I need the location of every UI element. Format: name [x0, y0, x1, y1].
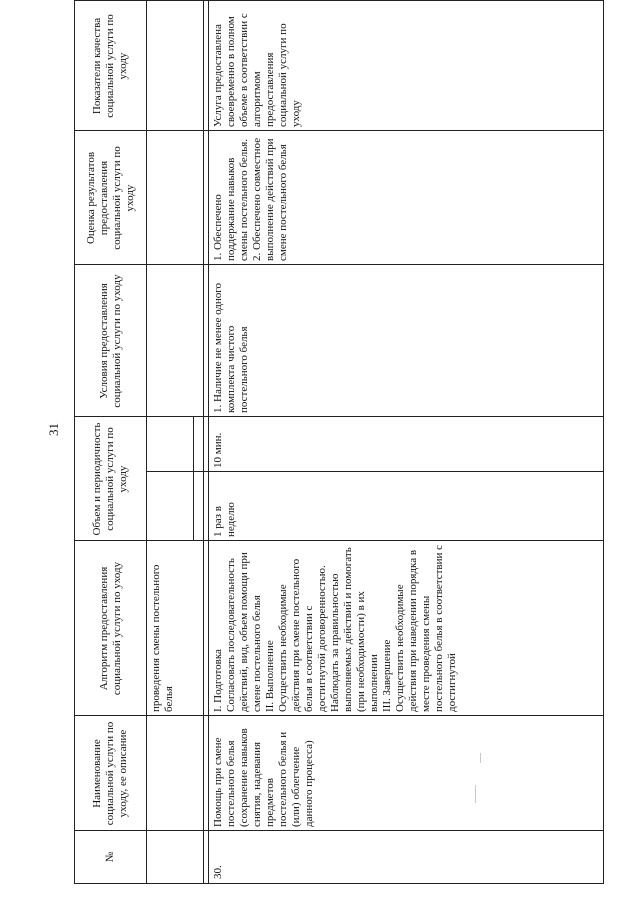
- row-30-duration: 10 мин.: [212, 432, 224, 468]
- header-num: №: [104, 851, 116, 863]
- row-30-evaluation: 1. Обеспечено поддержание навыков смены постельного белья. 2. Обеспечено совместное выполнение действий при смене постельного белья: [212, 137, 289, 261]
- page-number: 31: [46, 423, 61, 436]
- row-30-algorithm: I. Подготовка Согласовать последовательность действий, вид, объем помощи при смене постельного белья II. Выполнение Осуществить необходимые действия при смене постельного белья в соответствии с достигнутой договоренностью. Наблюдать за правильностью выполняемых действий и помогать (при необходимости) в их выполнении III. Завершение Осуществить необходимые действия при наведении порядка в месте проведения смены постельного белья в соответствии с достигнутой: [212, 545, 458, 712]
- header-evaluation: Оценка результатов предоставления социальной услуги по уходу: [84, 146, 136, 250]
- row-30-quality: Услуга предоставлена своевременно в полном объеме в соответствии с алгоритмом предоставления социальной услуги по уходу: [212, 13, 302, 127]
- row-30-conditions: 1. Наличие не менее одного комплекта чистого постельного белья: [212, 282, 250, 413]
- header-quality: Показатели качества социальной услуги по уходу: [91, 14, 129, 118]
- scan-speck: [480, 753, 481, 763]
- header-service-name: Наименование социальной услуги по уходу, ее описание: [91, 721, 129, 826]
- row-30-service-name: Помощь при смене постельного белья (сохранение навыков снятия, надевания предметов постельного белья и (или) облегчение данного процесса): [212, 728, 315, 827]
- services-table: [74, 0, 604, 884]
- row-30-number: 30.: [212, 865, 224, 879]
- header-volume: Объем и периодичность социальной услуги по уходу: [91, 422, 129, 536]
- header-algorithm: Алгоритм предоставления социальной услуги по уходу: [97, 561, 123, 696]
- scan-speck: [475, 785, 476, 803]
- header-conditions: Условия предоставления социальной услуги по уходу: [97, 274, 123, 408]
- continuation-algorithm: проведения смены постельного белья: [150, 564, 175, 712]
- row-30-frequency: 1 раз в неделю: [212, 502, 237, 537]
